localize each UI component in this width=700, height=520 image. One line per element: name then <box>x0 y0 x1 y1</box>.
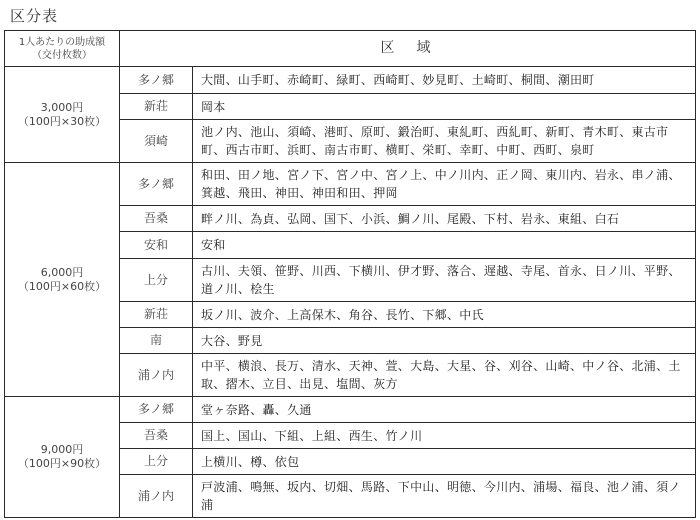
area-cell: 吾桑 <box>120 206 193 232</box>
area-cell: 多ノ郷 <box>120 67 193 94</box>
area-cell: 安和 <box>120 232 193 259</box>
area-cell: 上分 <box>120 449 193 475</box>
subsidy-division-table <box>4 30 696 518</box>
towns-cell: 古川、夫領、笹野、川西、下横川、伊才野、落合、遅越、寺尾、首永、日ノ川、平野、道ノ川、桧生 <box>193 259 696 302</box>
towns-cell: 大間、山手町、赤崎町、緑町、西崎町、妙見町、土崎町、桐間、潮田町 <box>193 67 696 94</box>
area-cell: 南 <box>120 328 193 354</box>
ticket-count: （100円×90枚） <box>17 457 107 470</box>
area-cell: 多ノ郷 <box>120 397 193 423</box>
towns-cell: 和田、田ノ地、宮ノ下、宮ノ中、宮ノ上、中ノ川内、正ノ岡、東川内、岩永、串ノ浦、箕越、飛田、神田、神田和田、押岡 <box>193 163 696 206</box>
towns-cell: 池ノ内、池山、須崎、港町、原町、鍛治町、東糺町、西糺町、新町、青木町、東古市町、西古市町、浜町、南古市町、横町、栄町、幸町、中町、西町、泉町 <box>193 120 696 163</box>
amount-value: 3,000円 <box>40 100 84 114</box>
table-row <box>5 163 696 206</box>
area-cell: 新荘 <box>120 302 193 328</box>
area-cell: 須崎 <box>120 120 193 163</box>
area-cell: 多ノ郷 <box>120 163 193 206</box>
amount-value: 6,000円 <box>40 265 84 279</box>
ticket-count: （100円×30枚） <box>17 114 107 128</box>
towns-cell: 岡本 <box>193 94 696 120</box>
amount-value: 9,000円 <box>40 443 84 456</box>
area-cell: 浦ノ内 <box>120 475 193 518</box>
towns-cell: 畔ノ川、為貞、弘岡、国下、小浜、鯛ノ川、尾殿、下村、岩永、東組、白石 <box>193 206 696 232</box>
amount-cell <box>5 163 120 397</box>
area-column-header: 区 域 <box>120 31 696 67</box>
table-row <box>5 67 696 94</box>
page-title: 区分表 <box>10 7 59 25</box>
amount-header-line2: （交付枚数） <box>32 49 92 61</box>
towns-cell: 上横川、樽、依包 <box>193 449 696 475</box>
area-cell: 浦ノ内 <box>120 354 193 397</box>
area-cell: 吾桑 <box>120 423 193 449</box>
table-row <box>5 397 696 423</box>
towns-cell: 坂ノ川、波介、上高保木、角谷、長竹、下郷、中氏 <box>193 302 696 328</box>
area-cell: 上分 <box>120 259 193 302</box>
towns-cell: 堂ヶ奈路、轟、久通 <box>193 397 696 423</box>
towns-cell: 安和 <box>193 232 696 259</box>
ticket-count: （100円×60枚） <box>17 279 107 293</box>
towns-cell: 中平、横浪、長万、清水、天神、萱、大島、大星、谷、刈谷、山崎、中ノ谷、北浦、土取、摺木、立目、出見、塩間、灰方 <box>193 354 696 397</box>
amount-cell <box>5 67 120 163</box>
towns-cell: 国上、国山、下組、上組、西生、竹ノ川 <box>193 423 696 449</box>
table-header-row <box>5 31 696 67</box>
area-cell: 新荘 <box>120 94 193 120</box>
amount-column-header <box>5 31 120 67</box>
towns-cell: 大谷、野見 <box>193 328 696 354</box>
towns-cell: 戸波浦、鳴無、坂内、切畑、馬路、下中山、明徳、今川内、浦場、福良、池ノ浦、須ノ浦 <box>193 475 696 518</box>
amount-cell <box>5 397 120 518</box>
amount-header-line1: 1人あたりの助成額 <box>18 36 106 48</box>
